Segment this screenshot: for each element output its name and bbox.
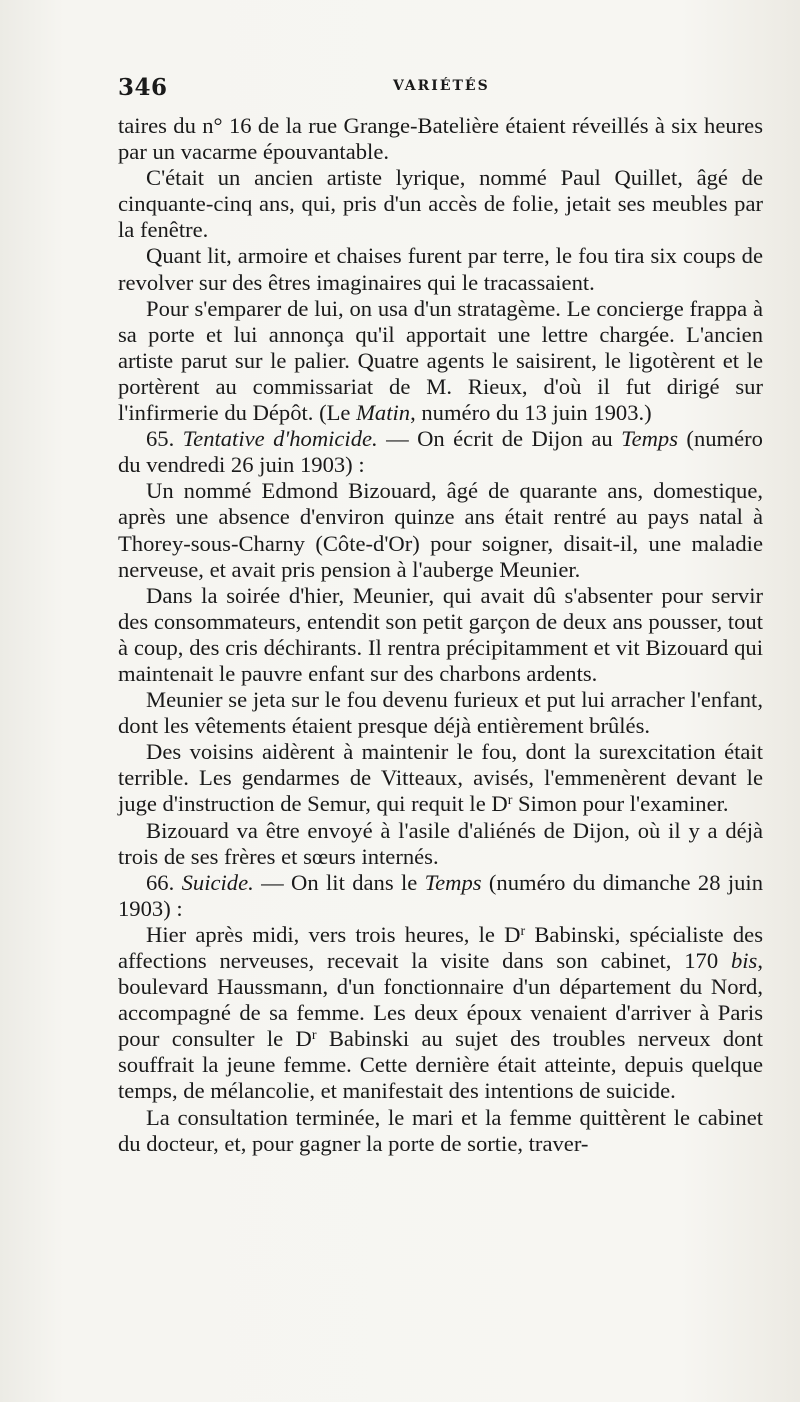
- source-matin: Matin: [356, 400, 411, 426]
- entry-intro-end: (numéro du dimanche 28 juin 1903) :: [118, 869, 764, 921]
- paragraph-12-end: Babinski au sujet des troubles nerveux dont souffrait la jeune femme. Cette dernière était atteinte, depuis quelque temps, de mélancolie, et manifestait des intentions de suicide.: [118, 1026, 763, 1104]
- paragraph-2: C'était un ancien artiste lyrique, nommé Paul Quillet, âgé de cinquante-cinq ans, qui, pris d'un accès de folie, jetait ses meubles par la fenêtre.: [118, 165, 763, 243]
- entry-title: Tentative d'homicide.: [182, 426, 378, 452]
- source-temps: Temps: [424, 869, 482, 895]
- dr-abbrev: r: [507, 793, 513, 809]
- paragraph-12-text: Hier après midi, vers trois heures, le D: [146, 921, 521, 947]
- entry-66-heading: [118, 870, 763, 922]
- entry-number: 65.: [146, 426, 175, 452]
- entry-intro-end: (numéro du vendredi 26 juin 1903) :: [118, 426, 763, 478]
- dr-abbrev: r: [311, 1028, 317, 1044]
- paragraph-7: Dans la soirée d'hier, Meunier, qui avait dû s'absenter pour servir des consommateurs, entendit son petit garçon de deux ans pousser, tout à coup, des cris déchirants. Il rentra précipitamment et vit Bizouard qui maintenait le pauvre enfant sur des charbons ardents.: [118, 582, 763, 686]
- entry-65-heading: [118, 426, 763, 478]
- paragraph-4-end: , numéro du 13 juin 1903.): [410, 400, 652, 426]
- paragraph-6: Un nommé Edmond Bizouard, âgé de quarante ans, domestique, après une absence d'environ quinze ans était rentré au pays natal à Thorey-sous-Charny (Côte-d'Or) pour soigner, disait-il, une maladie nerveuse, et avait pris pension à l'auberge Meunier.: [118, 478, 763, 582]
- page-header: [118, 74, 760, 102]
- paragraph-12: [118, 922, 763, 1105]
- body-text: [118, 113, 763, 1157]
- paragraph-12-mid2: , boulevard Haussmann, d'un fonctionnaire d'un département du Nord, accompagné de sa femme. Les deux époux venaient d'arriver à Paris pour consulter le D: [118, 948, 763, 1052]
- entry-number: 66.: [146, 869, 175, 895]
- paragraph-9-text: Des voisins aidèrent à maintenir le fou, dont la surexcitation était terrible. Les gendarmes de Vitteaux, avisés, l'emmenèrent devant le juge d'instruction de Semur, qui requit le D: [118, 739, 763, 817]
- paragraph-13: La consultation terminée, le mari et la femme quittèrent le cabinet du docteur, et, pour gagner la porte de sortie, traver-: [118, 1104, 763, 1156]
- paragraph-8: Meunier se jeta sur le fou devenu furieux et put lui arracher l'enfant, dont les vêtements étaient presque déjà entièrement brûlés.: [118, 687, 763, 739]
- bis-word: bis: [730, 948, 758, 973]
- paragraph-12-mid: Babinski, spécialiste des affections nerveuses, recevait la visite dans son cabinet, 170: [118, 921, 763, 973]
- entry-intro: — On écrit de Dijon au: [377, 426, 622, 452]
- entry-title: Suicide.: [181, 869, 254, 895]
- dr-abbrev: r: [520, 923, 526, 939]
- page-number: 346: [118, 74, 168, 101]
- source-temps: Temps: [621, 426, 679, 452]
- running-head: VARIÉTÉS: [393, 78, 490, 94]
- paragraph-4-text: Pour s'emparer de lui, on usa d'un stratagème. Le concierge frappa à sa porte et lui annonça qu'il apportait une lettre chargée. L'ancien artiste parut sur le palier. Quatre agents le saisirent, le ligotèrent et le portèrent au commissariat de M. Rieux, d'où il fut dirigé sur l'infirmerie du Dépôt. (Le: [118, 295, 763, 426]
- paragraph-9: [118, 739, 763, 817]
- entry-intro: — On lit dans le: [253, 869, 425, 895]
- paragraph-1: taires du n° 16 de la rue Grange-Batelière étaient réveillés à six heures par un vacarme épouvantable.: [118, 113, 763, 165]
- paragraph-10: Bizouard va être envoyé à l'asile d'aliénés de Dijon, où il y a déjà trois de ses frères et sœurs internés.: [118, 817, 763, 869]
- paragraph-4: [118, 296, 763, 426]
- paragraph-9-end: Simon pour l'examiner.: [512, 791, 729, 817]
- paragraph-3: Quant lit, armoire et chaises furent par terre, le fou tira six coups de revolver sur des êtres imaginaires qui le tracassaient.: [118, 243, 763, 295]
